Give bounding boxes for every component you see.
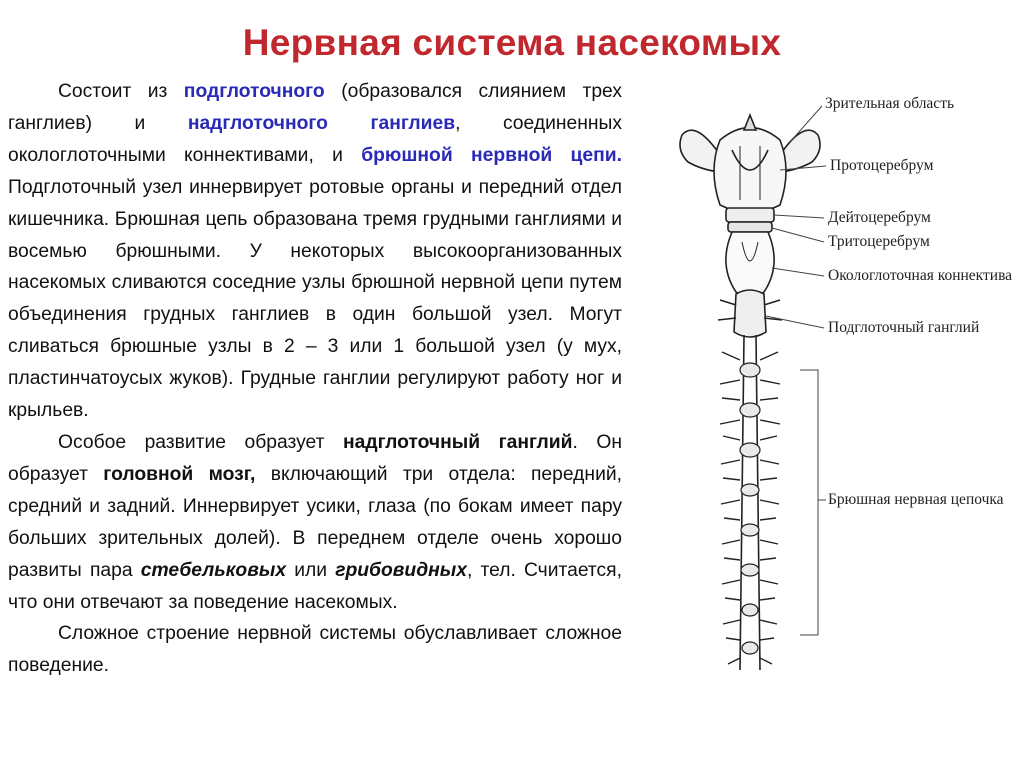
label-ventral-nerve-chain: Брюшная нервная цепочка xyxy=(828,491,1004,508)
label-subpharyngeal-ganglion: Подглоточный ганглий xyxy=(828,319,980,336)
term-subpharyngeal: подглоточного xyxy=(183,81,325,102)
term-brain: головной мозг, xyxy=(103,463,256,485)
p1-text-2: (образовался слиянием трех ганглиев) и xyxy=(8,81,622,134)
label-tritocerebrum: Тритоцеребрум xyxy=(828,233,930,250)
term-stalked: стебельковых xyxy=(140,559,287,581)
p2-text-3: включающий три отдела: передний, средний и задний. Иннервирует усики, глаза (по бокам имеет пару больших зрительных долей). В переднем отделе очень хорошо развиты пара xyxy=(8,463,622,581)
p2-text-1: Особое развитие образует xyxy=(58,431,343,453)
label-optic-region: Зрительная область xyxy=(825,95,955,112)
p1-text-4: Подглоточный узел иннервирует ротовые органы и передний отдел кишечника. Брюшная цепь образована тремя грудными ганглиями и восемью брюшными. У некоторых высокоорганизованных насекомых сливаются соседние узлы брюшной нервной цепи путем объединения грудных ганглиев в один большой узел. Могут сливаться брюшные узлы в 2 – 3 или 1 большой узел (у мух, пластинчатоусых жуков). Грудные ганглии регулируют работу ног и крыльев. xyxy=(8,176,622,422)
term-ventral-nerve-cord: брюшной нервной цепи. xyxy=(361,144,622,166)
paragraph-2 xyxy=(8,427,622,618)
connective-ring xyxy=(726,232,774,297)
paragraph-3: Сложное строение нервной системы обуславливает сложное поведение. xyxy=(8,623,622,677)
term-suprapharyngeal-ganglion: надглоточный ганглий xyxy=(342,431,573,453)
nervous-system-figure xyxy=(640,80,1020,680)
p1-text-3: , соединенных окологлоточными коннективами, и xyxy=(8,112,623,166)
ventral-cord-lines xyxy=(740,335,760,670)
term-mushroom: грибовидных xyxy=(335,559,467,581)
body-text xyxy=(8,76,622,682)
label-deutocerebrum: Дейтоцеребрум xyxy=(828,209,931,226)
label-protocerebrum: Протоцеребрум xyxy=(830,157,934,174)
label-circumpharyngeal-connective: Окологлоточная коннектива xyxy=(828,267,1013,284)
p2-text-2: . Он образует xyxy=(8,431,622,485)
paragraph-1 xyxy=(8,76,622,427)
nervous-system-illustration xyxy=(640,80,1020,680)
abdominal-cord-bracket xyxy=(800,370,826,635)
page-title: Нервная система насекомых xyxy=(242,22,782,63)
tritocerebrum-shape xyxy=(728,222,772,232)
term-suprapharyngeal-ganglia: надглоточного ганглиев xyxy=(187,112,456,134)
p2-text-5: , тел. Считается, что они отвечают за поведение насекомых. xyxy=(8,559,622,613)
p1-text-1: Состоит из xyxy=(58,81,184,102)
subpharyngeal-ganglion-shape xyxy=(734,290,766,337)
p2-text-4: или xyxy=(286,559,336,581)
deutocerebrum-shape xyxy=(726,208,774,222)
